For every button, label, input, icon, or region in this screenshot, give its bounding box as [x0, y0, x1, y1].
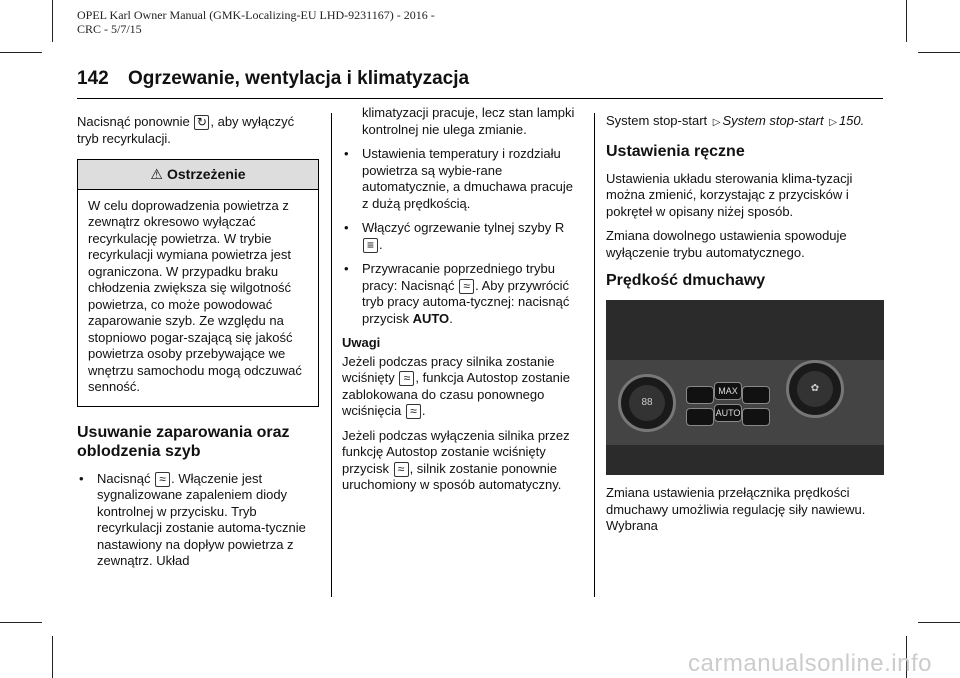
page-title: Ogrzewanie, wentylacja i klimatyzacja: [127, 68, 470, 89]
warning-box: [77, 159, 319, 407]
list-item: [342, 146, 582, 212]
intro-text: Nacisnąć ponownie: [77, 114, 190, 129]
note-text: Jeżeli podczas pracy silnika zostanie wciśnięty: [342, 353, 555, 385]
section-heading: Prędkość dmuchawy: [606, 272, 766, 289]
bullet-text: Przywracanie poprzedniego trybu pracy: Nacisnąć: [362, 261, 555, 293]
bullet-text-cont: . Aby przywrócić tryb pracy automa-tycznej: nacisnąć przycisk: [362, 277, 570, 326]
bullet-dot: •: [79, 470, 84, 486]
auto-button: AUTO: [714, 404, 742, 422]
bullet-text: Włączyć ogrzewanie tylnej szyby R: [362, 220, 565, 235]
bullet-text-cont: . Włączenie jest sygnalizowane zapaleniem diody kontrolnej w przycisku. Tryb recyrkulacji zostanie automa-tycznie nastawiony na dopływ powietrza z zewnątrz. Układ: [97, 470, 306, 568]
intro-paragraph: [77, 114, 319, 147]
auto-label: AUTO: [412, 310, 450, 326]
intro-text-cont: , aby wyłączyć tryb recyrkulacji.: [77, 114, 295, 146]
title-rule: [77, 98, 883, 99]
paragraph: Zmiana ustawienia przełącznika prędkości dmuchawy umożliwia regulację siły nawiewu. Wybrana: [606, 485, 866, 533]
column-divider: [331, 113, 332, 597]
page-title-row: [77, 68, 883, 90]
list-item: [342, 220, 582, 253]
panel-button: [686, 386, 714, 404]
continued-text: klimatyzacji pracuje, lecz stan lampki kontrolnej nie ulega zmianie.: [362, 105, 575, 137]
paragraph: Ustawienia układu sterowania klima-tyzacji można zmienić, korzystając z przycisków i pokręteł w opisany niżej sposób.: [606, 170, 853, 219]
note-text: Jeżeli podczas wyłączenia silnika przez funkcję Autostop zostanie wciśnięty przycisk: [342, 427, 570, 476]
bullet-dot: •: [344, 261, 349, 276]
list-item: [342, 261, 582, 327]
header-line-1: OPEL Karl Owner Manual (GMK-Localizing-EU LHD-9231167) - 2016 -: [77, 8, 435, 22]
warning-text: W celu doprowadzenia powietrza z zewnątrz okresowo wyłączać recyrkulację powietrza. W trybie recyrkulacji wymiana powietrza jest ograniczona. W przypadku braku chłodzenia zwiększa się wilgotność powietrza, co może powodować zaparowanie szyb. Ze względu na stopniowo pogar-szającą się jakość powietrza osoby przebywające we wnętrzu samochodu mogą odczuwać senność.: [88, 197, 302, 394]
document-header: [77, 8, 435, 36]
fan-icon: ✿: [797, 371, 833, 407]
note-text-cont: , silnik zostanie ponownie uruchomiony w sposób automatyczny.: [342, 460, 562, 492]
warning-triangle-icon: ⚠: [150, 166, 163, 182]
panel-button: [742, 386, 770, 404]
note-paragraph: [342, 354, 582, 420]
windshield-defrost-icon: ≈: [406, 404, 421, 419]
bullet-dot: •: [344, 220, 349, 235]
xref-label: System stop-start: [606, 113, 708, 128]
note-text-cont: , funkcja Autostop zostanie zablokowana do czasu ponownego wciśnięcia: [342, 370, 571, 418]
max-button: MAX: [714, 382, 742, 400]
xref-page: 150: [838, 113, 861, 128]
crop-mark: [918, 622, 960, 623]
windshield-defrost-icon: ≈: [459, 279, 474, 294]
paragraph: Zmiana dowolnego ustawienia spowoduje wyłączenie trybu automatycznego.: [606, 228, 847, 260]
notes-title: Uwagi: [342, 335, 381, 350]
cross-reference[interactable]: System stop-start ▷ System stop-start ▷ 150.: [606, 113, 865, 128]
crop-mark: [52, 636, 53, 678]
column-divider: [594, 113, 595, 597]
warning-title: Ostrzeżenie: [166, 166, 246, 182]
column-2: [342, 103, 582, 502]
rear-window-heat-icon: ≡: [363, 238, 378, 253]
warning-header: [78, 160, 318, 190]
recirculation-icon: ↻: [194, 115, 209, 130]
section-heading: Ustawienia ręczne: [606, 142, 745, 160]
header-line-2: CRC - 5/7/15: [77, 22, 142, 36]
column-1: [77, 114, 319, 578]
panel-button: [742, 408, 770, 426]
page-reference-arrow-icon: ▷: [712, 117, 721, 128]
fan-speed-knob: [786, 360, 844, 418]
section-heading: Usuwanie zaparowania oraz oblodzenia szyb: [77, 423, 290, 460]
temperature-display: 88: [629, 385, 665, 421]
xref-title: System stop-start: [722, 113, 824, 128]
bullet-text: Nacisnąć: [97, 470, 151, 486]
button-cluster: [682, 382, 772, 428]
note-text-end: .: [421, 403, 426, 418]
bullet-dot: •: [344, 146, 349, 161]
windshield-defrost-icon: ≈: [394, 462, 409, 477]
page-reference-arrow-icon: ▷: [829, 117, 837, 128]
windshield-defrost-icon: ≈: [399, 371, 414, 386]
page-number: 142: [77, 68, 109, 89]
temperature-knob: [618, 374, 676, 432]
watermark: carmanualsonline.info: [688, 650, 932, 677]
crop-mark: [0, 52, 42, 53]
windshield-defrost-icon: ≈: [155, 472, 170, 487]
crop-mark: [918, 52, 960, 53]
bullet-text-cont: .: [379, 236, 383, 252]
note-paragraph: [342, 428, 582, 494]
bullet-text-end: .: [449, 310, 453, 326]
crop-mark: [906, 0, 907, 42]
column-3: [606, 113, 884, 543]
panel-button: [686, 408, 714, 426]
crop-mark: [0, 622, 42, 623]
bullet-text: Ustawienia temperatury i rozdziału powietrza są wybie-rane automatycznie, a dmuchawa pracuje z dużą prędkością.: [362, 146, 574, 211]
list-item: [77, 471, 319, 570]
crop-mark: [52, 0, 53, 42]
climate-panel-photo: [606, 300, 884, 475]
